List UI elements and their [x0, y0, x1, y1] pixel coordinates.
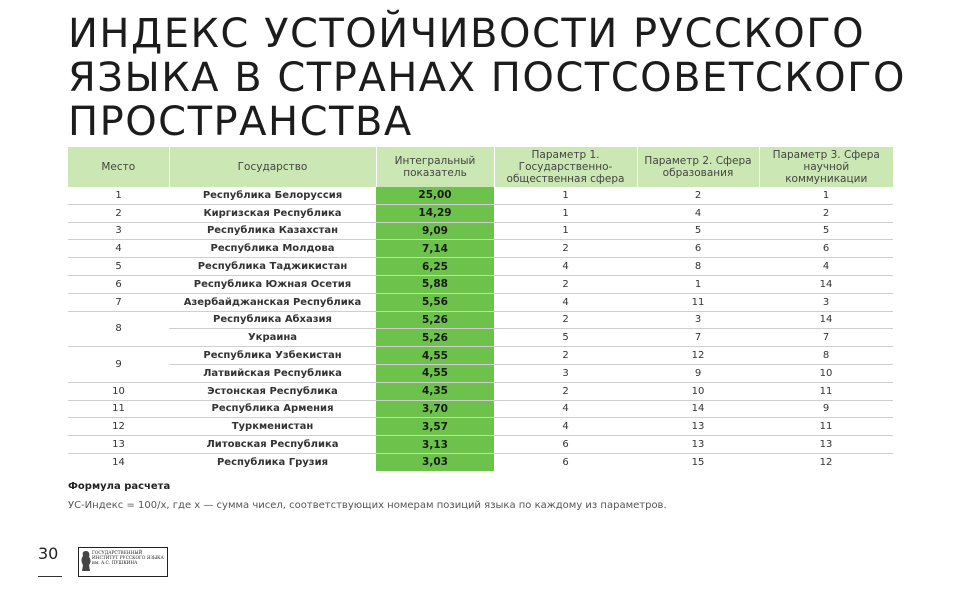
cell-place: 7 [68, 293, 169, 311]
table-row [68, 453, 893, 470]
cell-place: 12 [68, 418, 169, 436]
page-title [68, 12, 938, 144]
cell-index: 4,35 [376, 382, 494, 400]
cell-param-2: 1 [637, 275, 759, 293]
cell-param-1: 4 [494, 400, 637, 418]
cell-param-3: 11 [759, 382, 893, 400]
cell-param-2: 8 [637, 258, 759, 276]
cell-country: Республика Таджикистан [169, 258, 376, 276]
header-place: Место [68, 147, 169, 187]
cell-country: Республика Узбекистан [169, 347, 376, 365]
cell-param-3: 4 [759, 258, 893, 276]
cell-param-3: 3 [759, 293, 893, 311]
table-row [68, 329, 893, 347]
header-param-2: Параметр 2. Сфера образования [637, 147, 759, 187]
cell-country: Литовская Республика [169, 436, 376, 454]
cell-index: 9,09 [376, 222, 494, 240]
cell-index: 3,03 [376, 453, 494, 470]
cell-index: 3,13 [376, 436, 494, 454]
cell-country: Республика Южная Осетия [169, 275, 376, 293]
cell-place: 8 [68, 311, 169, 347]
table-row [68, 311, 893, 329]
cell-param-1: 2 [494, 311, 637, 329]
table-row [68, 382, 893, 400]
cell-param-1: 5 [494, 329, 637, 347]
cell-index: 6,25 [376, 258, 494, 276]
table-row [68, 418, 893, 436]
cell-param-1: 2 [494, 240, 637, 258]
cell-country: Туркменистан [169, 418, 376, 436]
cell-place: 4 [68, 240, 169, 258]
cell-country: Республика Казахстан [169, 222, 376, 240]
cell-param-2: 11 [637, 293, 759, 311]
table-row [68, 222, 893, 240]
cell-param-2: 13 [637, 436, 759, 454]
cell-country: Республика Абхазия [169, 311, 376, 329]
cell-param-1: 1 [494, 187, 637, 204]
cell-param-3: 14 [759, 311, 893, 329]
header-param-1: Параметр 1. Государственно-общественная сфера [494, 147, 637, 187]
table-row [68, 187, 893, 204]
cell-param-2: 9 [637, 364, 759, 382]
cell-country: Латвийская Республика [169, 364, 376, 382]
table-row [68, 275, 893, 293]
table-row [68, 347, 893, 365]
cell-param-3: 10 [759, 364, 893, 382]
cell-param-3: 9 [759, 400, 893, 418]
cell-param-2: 7 [637, 329, 759, 347]
cell-param-1: 6 [494, 436, 637, 454]
page-number-underline [38, 576, 62, 577]
cell-place: 2 [68, 204, 169, 222]
cell-index: 4,55 [376, 364, 494, 382]
cell-param-1: 4 [494, 418, 637, 436]
cell-index: 14,29 [376, 204, 494, 222]
cell-param-1: 1 [494, 222, 637, 240]
cell-place: 5 [68, 258, 169, 276]
cell-param-1: 4 [494, 293, 637, 311]
cell-place: 1 [68, 187, 169, 204]
institute-logo [78, 547, 168, 577]
cell-param-3: 14 [759, 275, 893, 293]
cell-index: 5,88 [376, 275, 494, 293]
cell-country: Киргизская Республика [169, 204, 376, 222]
formula-title: Формула расчета [68, 481, 171, 492]
cell-param-2: 6 [637, 240, 759, 258]
cell-param-2: 3 [637, 311, 759, 329]
cell-index: 3,57 [376, 418, 494, 436]
cell-place: 3 [68, 222, 169, 240]
cell-param-1: 3 [494, 364, 637, 382]
table-row [68, 436, 893, 454]
cell-country: Республика Армения [169, 400, 376, 418]
cell-param-2: 2 [637, 187, 759, 204]
cell-index: 25,00 [376, 187, 494, 204]
index-table [68, 147, 893, 471]
cell-param-2: 10 [637, 382, 759, 400]
cell-param-1: 2 [494, 275, 637, 293]
cell-place: 9 [68, 347, 169, 383]
cell-index: 4,55 [376, 347, 494, 365]
table-row [68, 258, 893, 276]
cell-country: Республика Молдова [169, 240, 376, 258]
cell-param-3: 11 [759, 418, 893, 436]
cell-param-1: 1 [494, 204, 637, 222]
cell-index: 5,26 [376, 311, 494, 329]
cell-place: 6 [68, 275, 169, 293]
cell-place: 14 [112, 456, 125, 468]
cell-param-3: 13 [759, 436, 893, 454]
title-line-3: ПРОСТРАНСТВА [68, 99, 413, 145]
cell-param-1: 2 [494, 347, 637, 365]
header-country: Государство [169, 147, 376, 187]
table-row [68, 400, 893, 418]
cell-param-2: 4 [637, 204, 759, 222]
cell-param-3: 6 [759, 240, 893, 258]
cell-param-1: 6 [562, 456, 569, 468]
pushkin-silhouette-icon [80, 549, 92, 573]
cell-param-2: 15 [691, 456, 705, 468]
page-number: 30 [38, 544, 59, 563]
cell-param-3: 2 [759, 204, 893, 222]
cell-index: 5,56 [376, 293, 494, 311]
cell-param-3: 1 [759, 187, 893, 204]
header-index: Интегральный показатель [376, 147, 494, 187]
cell-param-2: 14 [637, 400, 759, 418]
cell-index: 7,14 [376, 240, 494, 258]
cell-country: Украина [169, 329, 376, 347]
table-row [68, 240, 893, 258]
logo-text: ГОСУДАРСТВЕННЫЙ ИНСТИТУТ РУССКОГО ЯЗЫКА им. А.С. ПУШКИНА [92, 551, 164, 566]
table-row [68, 293, 893, 311]
cell-place: 13 [68, 436, 169, 454]
cell-param-3: 12 [819, 456, 833, 468]
cell-param-3: 5 [759, 222, 893, 240]
cell-param-3: 7 [759, 329, 893, 347]
cell-country: Азербайджанская Республика [169, 293, 376, 311]
cell-index: 5,26 [376, 329, 494, 347]
cell-param-1: 4 [494, 258, 637, 276]
title-line-1: ИНДЕКС УСТОЙЧИВОСТИ РУССКОГО [68, 11, 866, 57]
cell-param-3: 8 [759, 347, 893, 365]
cell-country: Эстонская Республика [169, 382, 376, 400]
cell-param-2: 5 [637, 222, 759, 240]
cell-param-2: 12 [637, 347, 759, 365]
cell-param-2: 13 [637, 418, 759, 436]
cell-country: Республика Грузия [216, 456, 329, 468]
header-param-3: Параметр 3. Сфера научной коммуникации [759, 147, 893, 187]
formula-text: УС-Индекс = 100/x, где x — сумма чисел, соответствующих номерам позиций языка по каждому из параметров. [68, 500, 667, 511]
table-row [68, 204, 893, 222]
cell-country: Республика Белоруссия [169, 187, 376, 204]
cell-place: 11 [68, 400, 169, 418]
table-row [68, 364, 893, 382]
cell-place: 10 [68, 382, 169, 400]
cell-index: 3,70 [376, 400, 494, 418]
cell-param-1: 2 [494, 382, 637, 400]
table-header-row [68, 147, 893, 187]
title-line-2: ЯЗЫКА В СТРАНАХ ПОСТСОВЕТСКОГО [68, 55, 906, 101]
